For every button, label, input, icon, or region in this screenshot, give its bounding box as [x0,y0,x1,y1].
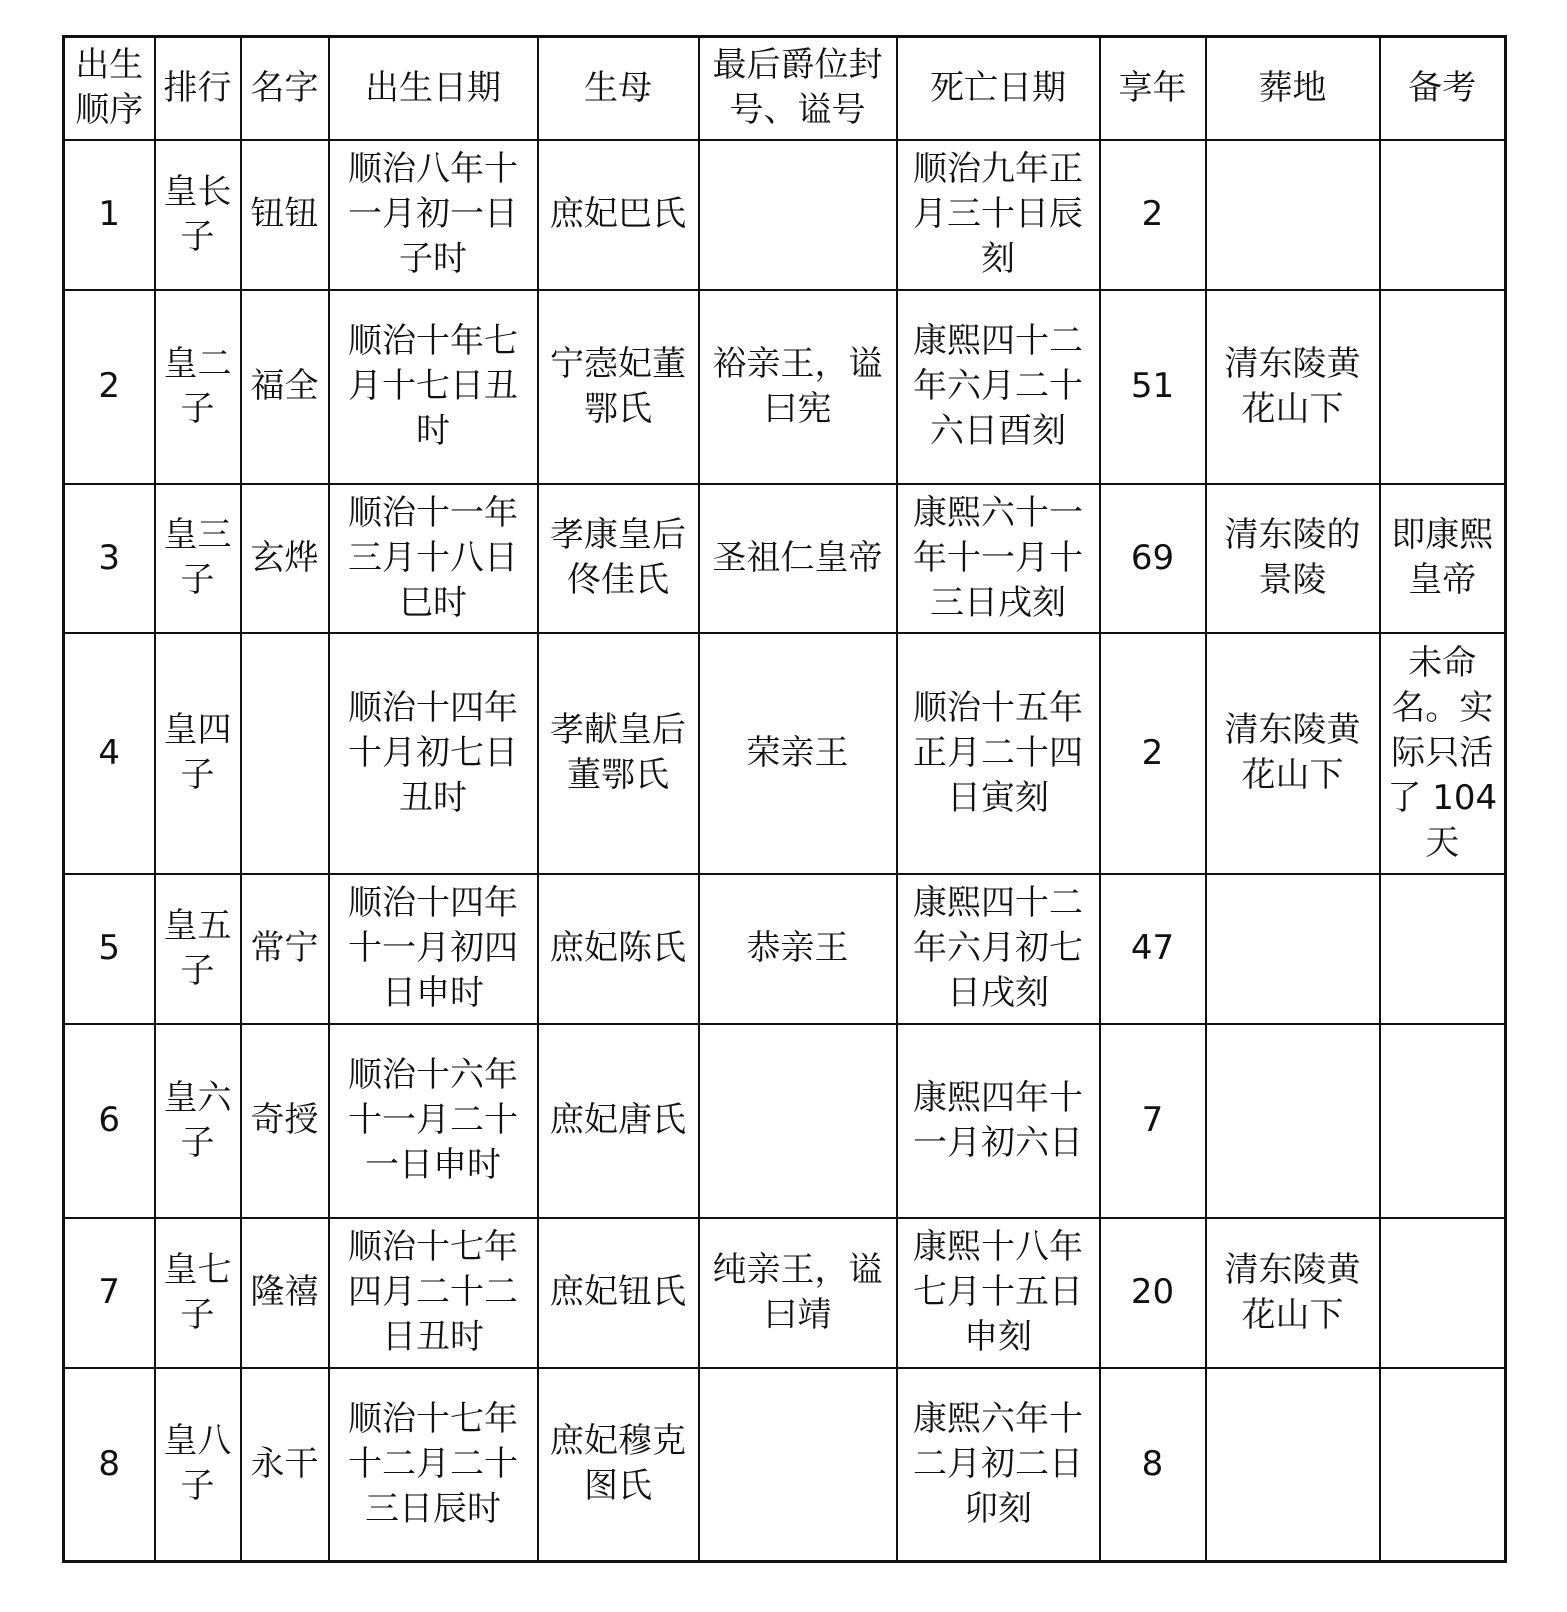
cell-notes: 未命名。实际只活了 104 天 [1380,633,1506,874]
cell-age: 47 [1100,874,1206,1024]
cell-name: 奇授 [241,1024,329,1218]
cell-burial: 清东陵黄花山下 [1206,1218,1380,1368]
header-burial: 葬地 [1206,37,1380,140]
cell-death-date: 康熙十八年七月十五日申刻 [897,1218,1100,1368]
cell-title: 圣祖仁皇帝 [699,484,897,633]
header-death-date: 死亡日期 [897,37,1100,140]
cell-name: 常宁 [241,874,329,1024]
cell-death-date: 康熙六十一年十一月十三日戌刻 [897,484,1100,633]
cell-rank: 皇六子 [155,1024,241,1218]
cell-mother: 庶妃巴氏 [538,140,699,290]
cell-burial [1206,1368,1380,1562]
cell-rank: 皇长子 [155,140,241,290]
cell-title: 裕亲王，谥曰宪 [699,290,897,484]
header-row [64,37,1506,140]
cell-mother: 孝献皇后董鄂氏 [538,633,699,874]
cell-notes [1380,290,1506,484]
cell-title [699,140,897,290]
cell-name: 永干 [241,1368,329,1562]
cell-rank: 皇四子 [155,633,241,874]
cell-mother: 庶妃陈氏 [538,874,699,1024]
cell-title [699,1024,897,1218]
cell-birth-order: 3 [64,484,155,633]
cell-name: 钮钮 [241,140,329,290]
cell-title: 荣亲王 [699,633,897,874]
cell-death-date: 顺治九年正月三十日辰刻 [897,140,1100,290]
header-birth-date: 出生日期 [329,37,538,140]
cell-name: 福全 [241,290,329,484]
table-row [64,874,1506,1024]
cell-notes [1380,1024,1506,1218]
cell-name [241,633,329,874]
table-row [64,140,1506,290]
cell-mother: 庶妃钮氏 [538,1218,699,1368]
cell-age: 7 [1100,1024,1206,1218]
cell-burial: 清东陵黄花山下 [1206,290,1380,484]
cell-burial [1206,874,1380,1024]
header-notes: 备考 [1380,37,1506,140]
cell-notes [1380,874,1506,1024]
cell-age: 2 [1100,140,1206,290]
cell-death-date: 顺治十五年正月二十四日寅刻 [897,633,1100,874]
cell-burial [1206,140,1380,290]
cell-mother: 孝康皇后佟佳氏 [538,484,699,633]
cell-name: 隆禧 [241,1218,329,1368]
cell-mother: 宁悫妃董鄂氏 [538,290,699,484]
table-row [64,1368,1506,1562]
emperor-sons-table [62,35,1507,1563]
cell-mother: 庶妃穆克图氏 [538,1368,699,1562]
cell-rank: 皇二子 [155,290,241,484]
cell-mother: 庶妃唐氏 [538,1024,699,1218]
cell-notes: 即康熙皇帝 [1380,484,1506,633]
header-title: 最后爵位封号、谥号 [699,37,897,140]
cell-death-date: 康熙四年十一月初六日 [897,1024,1100,1218]
cell-age: 51 [1100,290,1206,484]
cell-birth-date: 顺治十四年十一月初四日申时 [329,874,538,1024]
table-body [64,140,1506,1562]
header-rank: 排行 [155,37,241,140]
table-row [64,290,1506,484]
cell-notes [1380,1218,1506,1368]
cell-title: 纯亲王，谥曰靖 [699,1218,897,1368]
header-name: 名字 [241,37,329,140]
cell-rank: 皇五子 [155,874,241,1024]
cell-death-date: 康熙六年十二月初二日卯刻 [897,1368,1100,1562]
table-row [64,1024,1506,1218]
cell-birth-order: 4 [64,633,155,874]
cell-title [699,1368,897,1562]
header-age: 享年 [1100,37,1206,140]
header-birth-order: 出生顺序 [64,37,155,140]
cell-age: 8 [1100,1368,1206,1562]
cell-birth-order: 8 [64,1368,155,1562]
cell-birth-order: 2 [64,290,155,484]
cell-age: 20 [1100,1218,1206,1368]
cell-burial: 清东陵黄花山下 [1206,633,1380,874]
cell-birth-order: 7 [64,1218,155,1368]
cell-rank: 皇三子 [155,484,241,633]
cell-age: 2 [1100,633,1206,874]
cell-birth-date: 顺治十七年四月二十二日丑时 [329,1218,538,1368]
cell-notes [1380,140,1506,290]
cell-birth-date: 顺治十六年十一月二十一日申时 [329,1024,538,1218]
table-row [64,1218,1506,1368]
cell-birth-date: 顺治八年十一月初一日子时 [329,140,538,290]
header-mother: 生母 [538,37,699,140]
cell-birth-order: 1 [64,140,155,290]
cell-death-date: 康熙四十二年六月二十六日酉刻 [897,290,1100,484]
cell-name: 玄烨 [241,484,329,633]
cell-birth-order: 5 [64,874,155,1024]
table-row [64,633,1506,874]
cell-burial: 清东陵的景陵 [1206,484,1380,633]
cell-birth-date: 顺治十年七月十七日丑时 [329,290,538,484]
cell-birth-date: 顺治十四年十月初七日丑时 [329,633,538,874]
cell-rank: 皇八子 [155,1368,241,1562]
cell-age: 69 [1100,484,1206,633]
table-row [64,484,1506,633]
cell-birth-order: 6 [64,1024,155,1218]
cell-notes [1380,1368,1506,1562]
cell-birth-date: 顺治十七年十二月二十三日辰时 [329,1368,538,1562]
cell-birth-date: 顺治十一年三月十八日巳时 [329,484,538,633]
cell-burial [1206,1024,1380,1218]
cell-rank: 皇七子 [155,1218,241,1368]
cell-death-date: 康熙四十二年六月初七日戌刻 [897,874,1100,1024]
cell-title: 恭亲王 [699,874,897,1024]
